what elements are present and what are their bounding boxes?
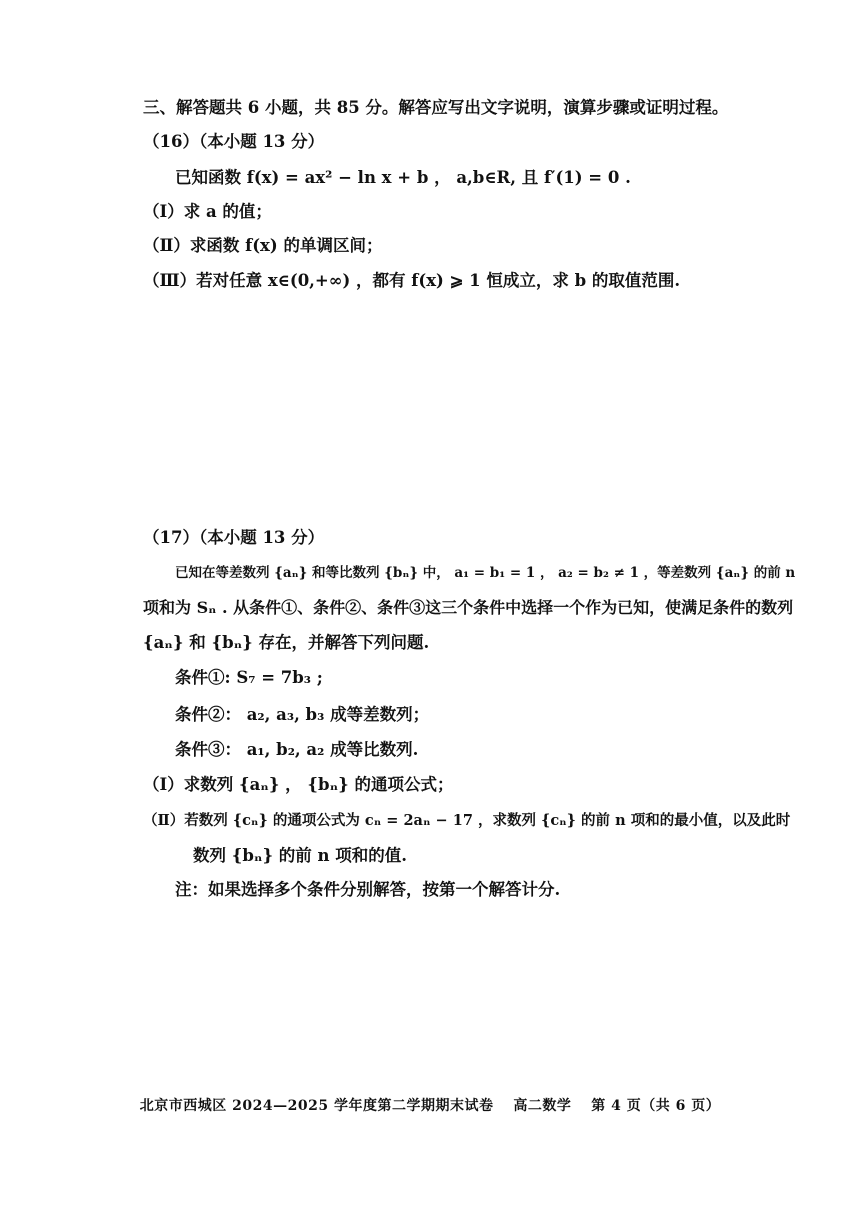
q17-condition-3: 条件③： a₁, b₂, a₂ 成等比数列.: [175, 740, 419, 759]
q16-stem: 已知函数 f(x) = ax² − ln x + b ， a,b∈R, 且 f′(1) = 0 .: [175, 168, 631, 187]
q16-header: （16）（本小题 13 分）: [143, 132, 325, 151]
q17-stem-line2: 项和为 Sₙ . 从条件①、条件②、条件③这三个条件中选择一个作为已知，使满足条件的数列: [143, 598, 794, 617]
q17-header: （17）（本小题 13 分）: [143, 528, 325, 547]
q16-part3: （Ⅲ）若对任意 x∈(0,+∞) ，都有 f(x) ⩾ 1 恒成立，求 b 的取值范围.: [143, 271, 681, 290]
q16-part1: （Ⅰ）求 a 的值；: [143, 202, 272, 221]
q17-condition-1: 条件①: S₇ = 7b₃ ;: [175, 668, 323, 687]
section-title: 三、解答题共 6 小题，共 85 分。解答应写出文字说明，演算步骤或证明过程。: [143, 98, 729, 117]
page-footer: 北京市西城区 2024—2025 学年度第二学期期末试卷 高二数学 第 4 页（共 6 页）: [139, 1098, 721, 1114]
q17-stem-line1: 已知在等差数列 {aₙ} 和等比数列 {bₙ} 中， a₁ = b₁ = 1 ， a₂ = b₂ ≠ 1 ，等差数列 {aₙ} 的前 n: [175, 565, 796, 581]
q17-condition-2: 条件②： a₂, a₃, b₃ 成等差数列；: [175, 705, 430, 724]
q16-part2: （Ⅱ）求函数 f(x) 的单调区间；: [143, 236, 383, 255]
q17-part2-line2: 数列 {bₙ} 的前 n 项和的值.: [193, 846, 408, 865]
q17-part2-line1: （Ⅱ）若数列 {cₙ} 的通项公式为 cₙ = 2aₙ − 17 ，求数列 {cₙ} 的前 n 项和的最小值，以及此时: [143, 812, 791, 829]
q17-part1: （Ⅰ）求数列 {aₙ} ， {bₙ} 的通项公式；: [143, 775, 454, 794]
q17-stem-line3: {aₙ} 和 {bₙ} 存在，并解答下列问题.: [143, 633, 430, 652]
q17-note: 注：如果选择多个条件分别解答，按第一个解答计分.: [175, 880, 561, 899]
